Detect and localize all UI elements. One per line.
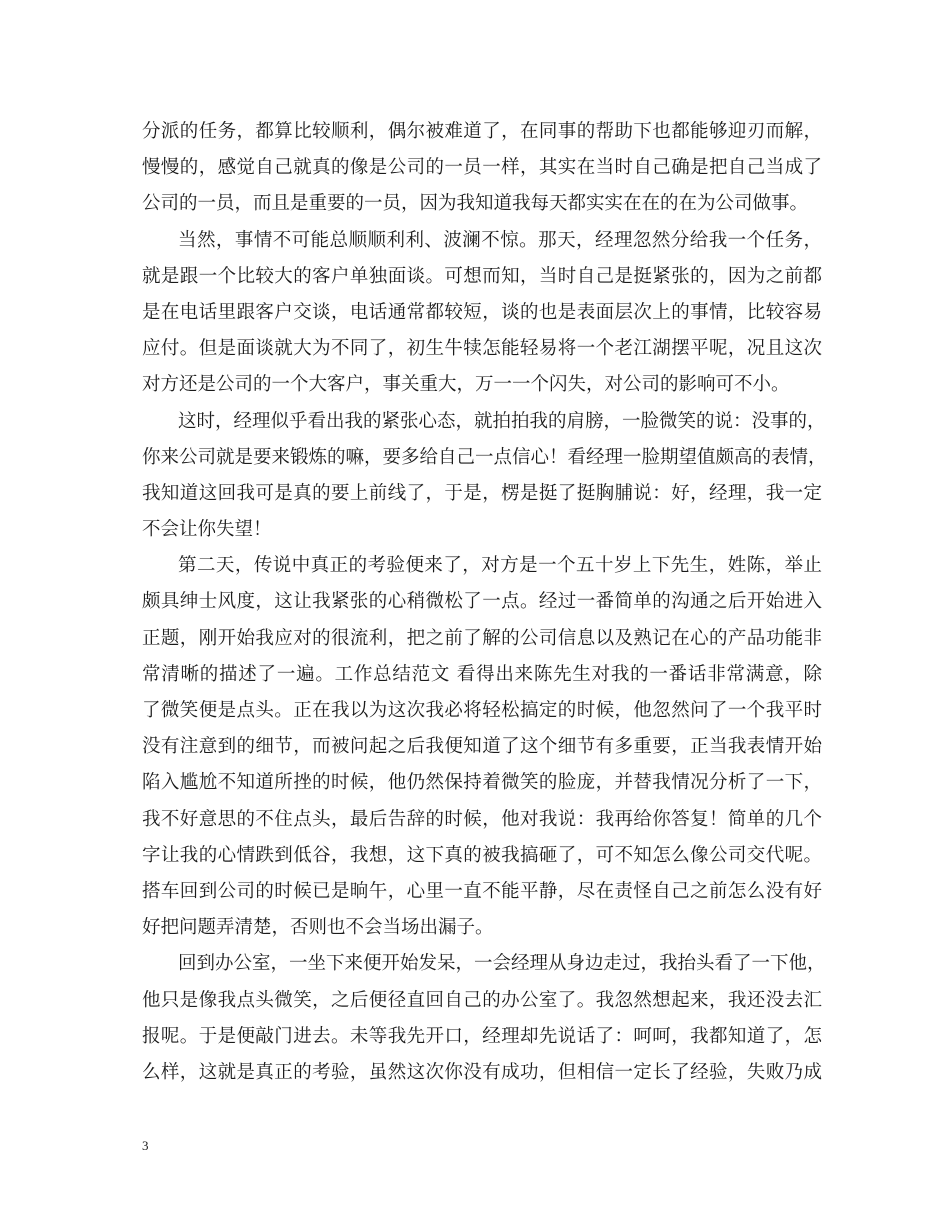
text-line: 就是跟一个比较大的客户单独面谈。可想而知，当时自己是挺紧张的，因为之前都: [142, 265, 822, 287]
text-line: 回到办公室，一坐下来便开始发呆，一会经理从身边走过，我抬头看了一下他，: [178, 953, 826, 975]
text-line: 颇具绅士风度，这让我紧张的心稍微松了一点。经过一番简单的沟通之后开始进入: [142, 591, 822, 613]
text-line: 常清晰的描述了一遍。工作总结范文 看得出来陈先生对我的一番话非常满意，除: [142, 663, 822, 685]
page-number: 3: [142, 1138, 149, 1153]
text-line: 字让我的心情跌到低谷，我想，这下真的被我搞砸了，可不知怎么像公司交代呢。: [142, 844, 822, 866]
body-text: [142, 114, 827, 1091]
text-line: 分派的任务，都算比较顺利，偶尔被难道了，在同事的帮助下也都能够迎刃而解，: [142, 121, 822, 142]
text-line: 我知道这回我可是真的要上前线了，于是，楞是挺了挺胸脯说：好，经理，我一定: [142, 482, 822, 504]
text-line: 搭车回到公司的时候已是晌午，心里一直不能平静，尽在责怪自己之前怎么没有好: [142, 880, 822, 902]
text-line: 公司的一员，而且是重要的一员，因为我知道我每天都实实在在的在为公司做事。: [142, 193, 809, 215]
text-line: 慢慢的，感觉自己就真的像是公司的一员一样，其实在当时自己确是把自己当成了: [142, 157, 822, 179]
text-line: 么样，这就是真正的考验，虽然这次你没有成功，但相信一定长了经验，失败乃成: [142, 1061, 822, 1083]
text-line: 他只是像我点头微笑，之后便径直回自己的办公室了。我忽然想起来，我还没去汇: [142, 989, 822, 1011]
text-line: 你来公司就是要来锻炼的嘛，要多给自己一点信心！看经理一脸期望值颇高的表情，: [142, 446, 827, 468]
text-line: 报呢。于是便敲门进去。未等我先开口，经理却先说话了：呵呵，我都知道了，怎: [142, 1025, 822, 1047]
text-line: 当然，事情不可能总顺顺利利、波澜不惊。那天，经理忽然分给我一个任务，: [178, 229, 822, 251]
text-line: 第二天，传说中真正的考验便来了，对方是一个五十岁上下先生，姓陈，举止: [178, 555, 822, 577]
text-line: 没有注意到的细节，而被问起之后我便知道了这个细节有多重要，正当我表情开始: [142, 736, 822, 758]
text-line: 正题，刚开始我应对的很流利，把之前了解的公司信息以及熟记在心的产品功能非: [142, 627, 822, 649]
text-line: 陷入尴尬不知道所挫的时候，他仍然保持着微笑的脸庞，并替我情况分析了一下，: [142, 772, 822, 794]
text-line: 这时，经理似乎看出我的紧张心态，就拍拍我的肩膀，一脸微笑的说：没事的，: [178, 410, 826, 432]
text-line: 对方还是公司的一个大客户，事关重大，万一一个闪失，对公司的影响可不小。: [142, 374, 790, 396]
text-line: 不会让你失望！: [142, 519, 272, 541]
text-line: 是在电话里跟客户交谈，电话通常都较短，谈的也是表面层次上的事情，比较容易: [142, 301, 822, 323]
text-line: 应付。但是面谈就大为不同了，初生牛犊怎能轻易将一个老江湖摆平呢，况且这次: [142, 338, 822, 360]
text-line: 我不好意思的不住点头，最后告辞的时候，他对我说：我再给你答复！简单的几个: [142, 808, 822, 830]
text-line: 好把问题弄清楚，否则也不会当场出漏子。: [142, 917, 494, 939]
text-line: 了微笑便是点头。正在我以为这次我必将轻松搞定的时候，他忽然问了一个我平时: [142, 700, 822, 721]
